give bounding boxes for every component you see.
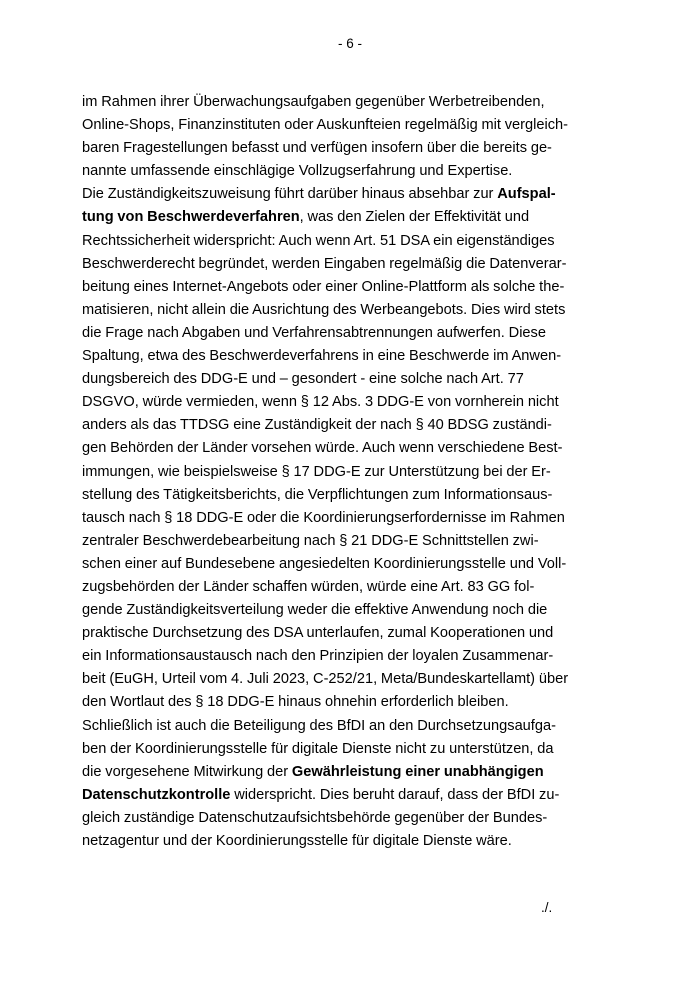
text-line bbox=[82, 576, 582, 599]
text-line bbox=[82, 668, 582, 691]
bold-emphasis: Datenschutzkontrolle bbox=[82, 786, 231, 803]
text-line bbox=[82, 691, 582, 714]
text-line bbox=[82, 137, 582, 160]
text-line bbox=[82, 368, 582, 391]
text-segment: stellung des Tätigkeitsberichts, die Verpflichtungen zum Informationsaus- bbox=[82, 486, 553, 503]
text-segment: immungen, wie beispielsweise § 17 DDG-E zur Unterstützung bei der Er- bbox=[82, 463, 551, 480]
text-line bbox=[82, 461, 582, 484]
text-segment: schen einer auf Bundesebene angesiedelten Koordinierungsstelle und Voll- bbox=[82, 555, 567, 572]
text-line bbox=[82, 114, 582, 137]
text-segment: zugsbehörden der Länder schaffen würden, würde eine Art. 83 GG fol- bbox=[82, 578, 535, 595]
text-segment: dungsbereich des DDG-E und – gesondert - eine solche nach Art. 77 bbox=[82, 371, 524, 388]
text-segment: Online-Shops, Finanzinstituten oder Auskunfteien regelmäßig mit vergleich- bbox=[82, 117, 569, 134]
text-segment: tausch nach § 18 DDG-E oder die Koordinierungserfordernisse im Rahmen bbox=[82, 509, 565, 526]
page-number: - 6 - bbox=[337, 36, 362, 51]
text-segment: netzagentur und der Koordinierungsstelle für digitale Dienste wäre. bbox=[82, 833, 512, 849]
text-segment: anders als das TTDSG eine Zuständigkeit der nach § 40 BDSG zuständi- bbox=[82, 417, 552, 434]
text-line bbox=[82, 206, 582, 229]
text-line bbox=[82, 507, 582, 530]
text-line bbox=[82, 830, 582, 853]
text-line bbox=[82, 91, 582, 114]
text-segment: gleich zuständige Datenschutzaufsichtsbehörde gegenüber der Bundes- bbox=[82, 809, 548, 826]
text-line bbox=[82, 391, 582, 414]
text-segment: gende Zuständigkeitsverteilung weder die effektive Anwendung noch die bbox=[82, 602, 548, 619]
body-text bbox=[82, 91, 582, 853]
text-segment: im Rahmen ihrer Überwachungsaufgaben gegenüber Werbetreibenden, bbox=[82, 94, 545, 110]
text-line bbox=[82, 553, 582, 576]
text-line bbox=[82, 253, 582, 276]
bold-emphasis: tung von Beschwerdeverfahren bbox=[82, 209, 300, 226]
text-line bbox=[82, 230, 582, 253]
text-line bbox=[82, 738, 582, 761]
text-segment: Rechtssicherheit widerspricht: Auch wenn Art. 51 DSA ein eigenständiges bbox=[82, 232, 555, 249]
text-segment: Schließlich ist auch die Beteiligung des BfDI an den Durchsetzungsaufga- bbox=[82, 717, 556, 734]
continuation-mark: ./. bbox=[541, 900, 553, 915]
text-line bbox=[82, 183, 582, 206]
text-line bbox=[82, 484, 582, 507]
text-line bbox=[82, 807, 582, 830]
text-line bbox=[82, 715, 582, 738]
text-segment: baren Fragestellungen befasst und verfügen insofern über die bereits ge- bbox=[82, 140, 552, 157]
text-segment: gen Behörden der Länder vorsehen würde. Auch wenn verschiedene Best- bbox=[82, 440, 563, 457]
text-line bbox=[82, 622, 582, 645]
text-line bbox=[82, 761, 582, 784]
text-line bbox=[82, 437, 582, 460]
text-segment: die vorgesehene Mitwirkung der bbox=[82, 763, 292, 780]
text-segment: matisieren, nicht allein die Ausrichtung des Werbeangebots. Dies wird stets bbox=[82, 301, 566, 318]
text-segment: beit (EuGH, Urteil vom 4. Juli 2023, C-252/21, Meta/Bundeskartellamt) über bbox=[82, 671, 569, 688]
text-segment: nannte umfassende einschlägige Vollzugserfahrung und Expertise. bbox=[82, 163, 513, 180]
text-segment: Die Zuständigkeitszuweisung führt darüber hinaus absehbar zur bbox=[82, 186, 498, 203]
text-line bbox=[82, 414, 582, 437]
text-segment: ben der Koordinierungsstelle für digitale Dienste nicht zu unterstützen, da bbox=[82, 740, 554, 757]
text-segment: Beschwerderecht begründet, werden Eingaben regelmäßig die Datenverar- bbox=[82, 255, 567, 272]
bold-emphasis: Aufspal- bbox=[497, 186, 556, 203]
text-segment: zentraler Beschwerdebearbeitung nach § 21 DDG-E Schnittstellen zwi- bbox=[82, 532, 539, 549]
text-line bbox=[82, 299, 582, 322]
text-segment: DSGVO, würde vermieden, wenn § 12 Abs. 3 DDG-E von vornherein nicht bbox=[82, 394, 559, 411]
text-segment: , was den Zielen der Effektivität und bbox=[299, 209, 530, 226]
text-line bbox=[82, 784, 582, 807]
text-line bbox=[82, 645, 582, 668]
text-line bbox=[82, 160, 582, 183]
text-line bbox=[82, 276, 582, 299]
text-line bbox=[82, 322, 582, 345]
text-line bbox=[82, 345, 582, 368]
text-segment: Spaltung, etwa des Beschwerdeverfahrens in eine Beschwerde im Anwen- bbox=[82, 348, 562, 365]
text-segment: ein Informationsaustausch nach den Prinzipien der loyalen Zusammenar- bbox=[82, 648, 554, 665]
bold-emphasis: Gewährleistung einer unabhängigen bbox=[291, 763, 544, 780]
text-line bbox=[82, 599, 582, 622]
text-line bbox=[82, 530, 582, 553]
text-segment: den Wortlaut des § 18 DDG-E hinaus ohnehin erforderlich bleiben. bbox=[82, 694, 509, 711]
text-segment: widerspricht. Dies beruht darauf, dass der BfDI zu- bbox=[230, 786, 560, 803]
text-segment: die Frage nach Abgaben und Verfahrensabtrennungen aufwerfen. Diese bbox=[82, 324, 546, 341]
text-segment: beitung eines Internet-Angebots oder einer Online-Plattform als solche the- bbox=[82, 278, 565, 295]
text-segment: praktische Durchsetzung des DSA unterlaufen, zumal Kooperationen und bbox=[82, 625, 554, 642]
